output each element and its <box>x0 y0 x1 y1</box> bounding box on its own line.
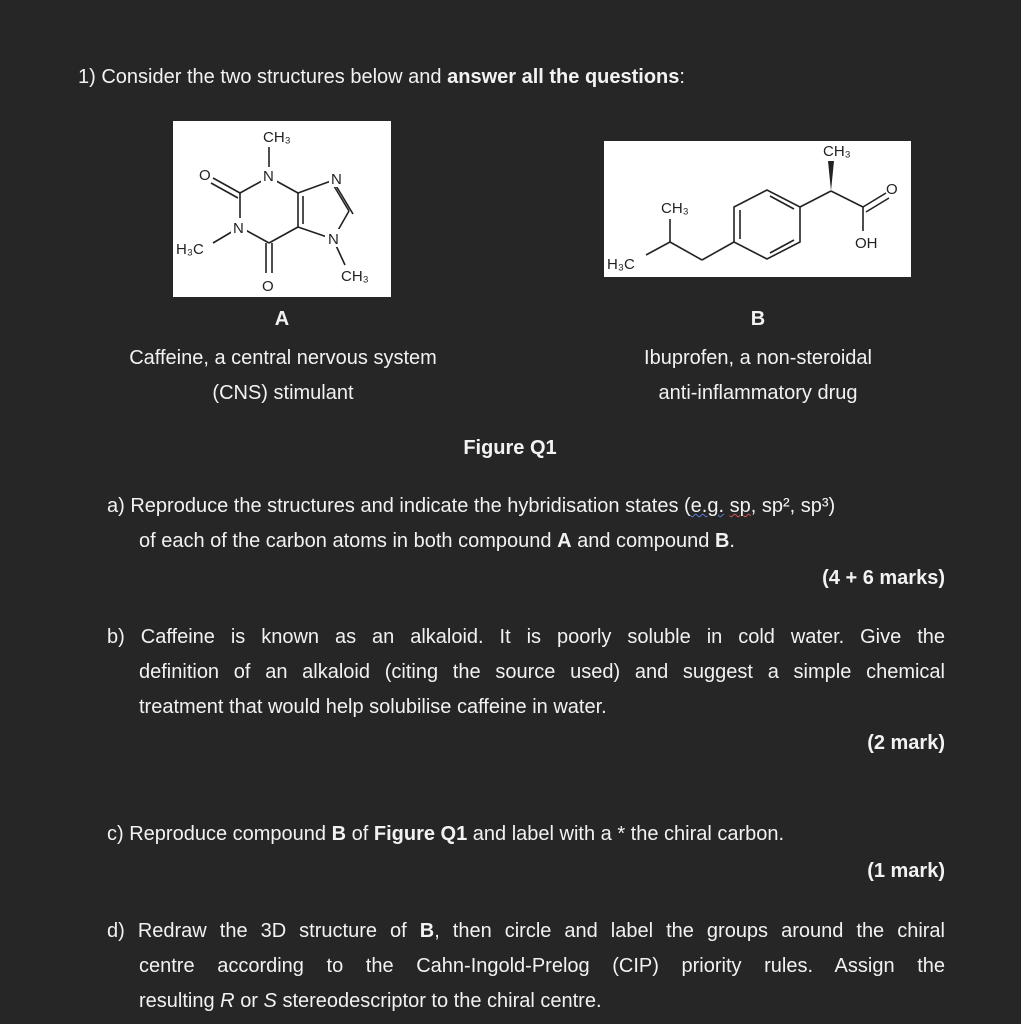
part-c-pre: Reproduce compound <box>129 823 327 845</box>
part-a <box>107 489 945 559</box>
part-a-line2-pre: of each of the carbon atoms in both compound <box>139 530 552 552</box>
intro-text: Consider the two structures below and <box>101 66 442 88</box>
part-d-pre: Redraw the 3D structure of <box>137 920 407 942</box>
part-b-line3: treatment that would help solubilise caffeine in water. <box>139 696 607 718</box>
question-number: 1) <box>78 66 96 88</box>
part-c-mid: of <box>351 823 369 845</box>
ibuprofen-caption-line2: anti-inflammatory drug <box>658 382 858 404</box>
caffeine-oxygen-bottom: O <box>262 278 274 295</box>
part-d-line2: centre according to the Cahn-Ingold-Prelog (CIP) priority rules. Assign the <box>139 955 945 977</box>
ibuprofen-ch3-top: CH₃ <box>823 143 851 160</box>
part-a-text1: Reproduce the structures and indicate the hybridisation states ( <box>130 495 691 517</box>
part-a-line2-mid: and compound <box>577 530 710 552</box>
part-a-text2: , sp², sp³) <box>750 495 836 517</box>
part-c-marks: (1 mark) <box>867 860 945 882</box>
part-a-sp: sp <box>729 495 751 517</box>
part-a-bold-a: A <box>557 530 572 552</box>
caffeine-n1: N <box>263 168 274 185</box>
caffeine-oxygen-top: O <box>199 167 211 184</box>
part-b-line1: Caffeine is known as an alkaloid. It is poorly soluble in cold water. Give the <box>140 626 945 648</box>
part-c-bold-b: B <box>331 823 347 845</box>
part-d-s: S <box>263 990 277 1012</box>
part-a-label: a) <box>107 495 125 517</box>
structure-a-letter: A <box>274 308 290 330</box>
part-d-line3-pre: resulting <box>139 990 215 1012</box>
part-a-eg: e.g. <box>690 495 725 517</box>
part-b-marks: (2 mark) <box>867 732 945 754</box>
intro-bold-text: answer all the questions <box>447 66 680 88</box>
part-d-bold-b: B <box>419 920 435 942</box>
part-c-label: c) <box>107 823 124 845</box>
part-d-label: d) <box>107 920 125 942</box>
caffeine-ch3-bottom: CH₃ <box>341 268 369 285</box>
part-b <box>107 620 945 725</box>
part-d <box>107 914 945 1019</box>
part-c-bold-fig: Figure Q1 <box>373 823 468 845</box>
caffeine-caption-line2: (CNS) stimulant <box>212 382 354 404</box>
intro-colon: : <box>679 66 685 88</box>
part-d-line3-post: stereodescriptor to the chiral centre. <box>282 990 602 1012</box>
figure-label: Figure Q1 <box>463 437 557 459</box>
caffeine-n3: N <box>233 220 244 237</box>
structure-b-letter: B <box>750 308 766 330</box>
part-b-label: b) <box>107 626 125 648</box>
ibuprofen-ch3-left: CH₃ <box>661 200 689 217</box>
ibuprofen-oxygen: O <box>886 181 898 198</box>
question-intro <box>78 66 685 89</box>
ibuprofen-oh: OH <box>855 235 878 252</box>
caffeine-caption <box>83 341 483 411</box>
caffeine-n7: N <box>331 171 342 188</box>
part-b-line2: definition of an alkaloid (citing the source used) and suggest a simple chemical <box>139 661 945 683</box>
caffeine-structure <box>173 121 391 297</box>
ibuprofen-caption <box>558 341 958 411</box>
caffeine-n9: N <box>328 231 339 248</box>
part-d-line1-post: , then circle and label the groups around the chiral <box>434 920 946 942</box>
part-d-r: R <box>220 990 235 1012</box>
part-a-line2-end: . <box>729 530 735 552</box>
part-a-bold-b: B <box>714 530 730 552</box>
ibuprofen-structure <box>604 141 911 277</box>
caffeine-ch3-top: CH₃ <box>263 129 291 146</box>
part-c <box>107 817 945 852</box>
part-d-or: or <box>240 990 258 1012</box>
ibuprofen-caption-line1: Ibuprofen, a non-steroidal <box>644 347 872 369</box>
part-c-post: and label with a * the chiral carbon. <box>472 823 785 845</box>
caffeine-caption-line1: Caffeine, a central nervous system <box>129 347 437 369</box>
ibuprofen-h3c: H₃C <box>607 256 635 273</box>
caffeine-h3c: H₃C <box>176 241 204 258</box>
part-a-marks: (4 + 6 marks) <box>822 567 945 589</box>
